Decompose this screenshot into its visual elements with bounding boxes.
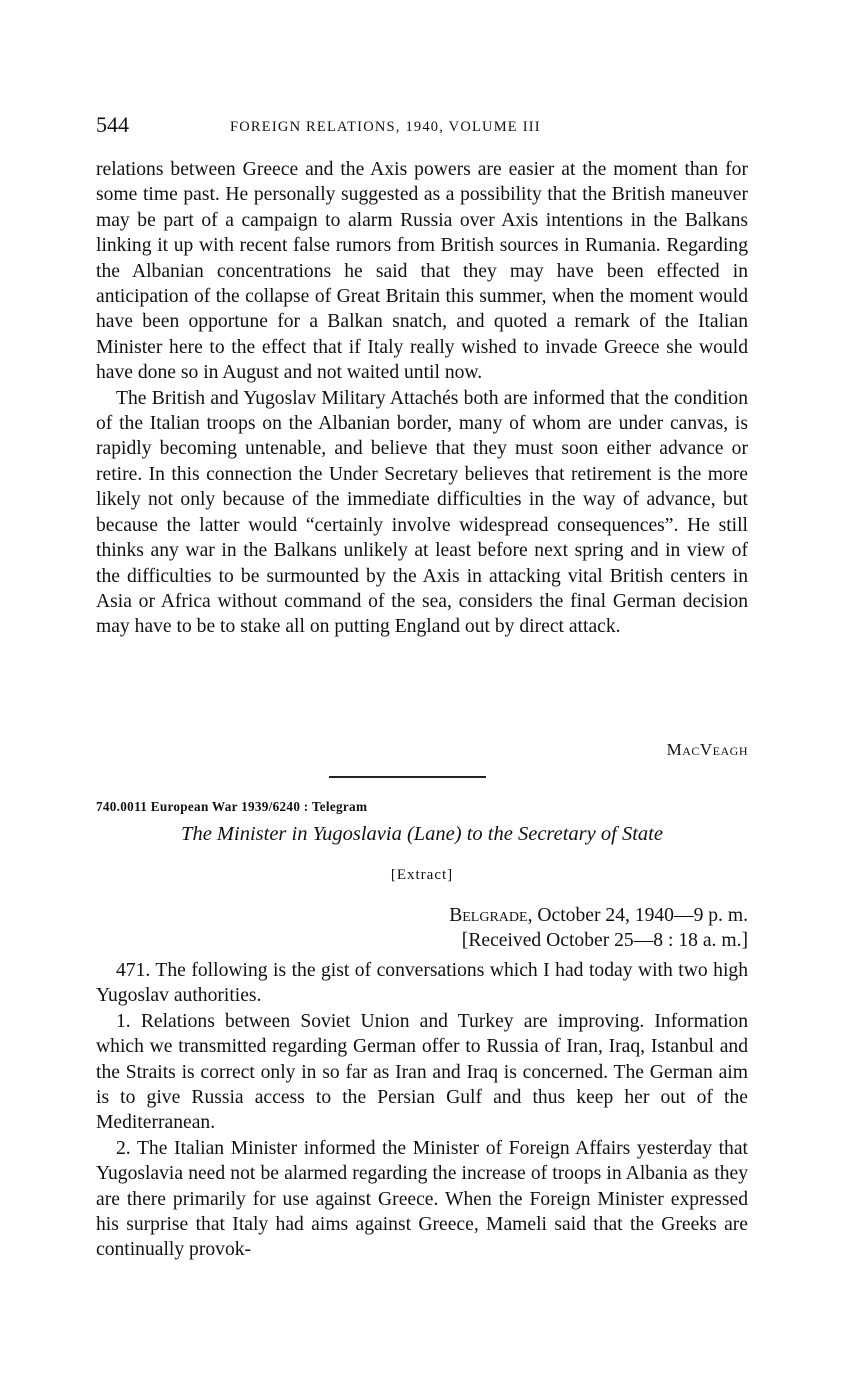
despatch-continuation [96,157,748,640]
dateline-received: [Received October 25—8 : 18 a. m.] [461,930,748,952]
telegram-body [96,958,748,1263]
running-head [96,112,748,142]
section-divider [329,776,486,778]
extract-label: [Extract] [390,867,454,883]
page-number: 544 [96,112,129,137]
paragraph: The British and Yugoslav Military Attachés both are informed that the condition of the Italian troops on the Albanian border, many of whom are under canvas, is rapidly becoming untenable, and believe that they must soon either advance or retire. In this connection the Under Secretary believes that retirement is the more likely not only because of the immediate difficulties in the way of advance, but because the latter would “certainly involve widespread consequences”. He still thinks any war in the Balkans unlikely at least before next spring and in view of the difficulties to be surmounted by the Axis in attacking vital British centers in Asia or Africa without command of the sea, considers the final German decision may have to be to stake all on putting England out by direct attack. [96,387,748,638]
paragraph: 471. The following is the gist of conversations which I had today with two high Yugoslav authorities. [96,960,748,1007]
running-title: FOREIGN RELATIONS, 1940, VOLUME III [230,119,541,135]
signature: MacVeagh [666,740,748,759]
paragraph: 1. Relations between Soviet Union and Turkey are improving. Information which we transmitted regarding German offer to Russia of Iran, Iraq, Istanbul and the Straits is correct only in so far as Iran and Iraq is concerned. The German aim is to give Russia access to the Persian Gulf and thus keep her out of the Mediterranean. [96,1010,748,1134]
paragraph: 2. The Italian Minister informed the Minister of Foreign Affairs yesterday that Yugoslavia need not be alarmed regarding the increase of troops in Albania as they are there primarily for use against Greece. When the Foreign Minister expressed his surprise that Italy had aims against Greece, Mameli said that the Greeks are continually provok- [96,1137,748,1261]
dateline-place: Belgrade [449,905,528,926]
paragraph: relations between Greece and the Axis powers are easier at the moment than for some time past. He personally suggested as a possibility that the British maneuver may be part of a campaign to alarm Russia over Axis intentions in the Balkans linking it up with recent false rumors from British sources in Rumania. Regarding the Albanian concentrations he said that they may have been effected in anticipation of the collapse of Great Britain this summer, when the moment would have been opportune for a Balkan snatch, and quoted a remark of the Italian Minister here to the effect that if Italy really wished to invade Greece she would have done so in August and not waited until now. [96,159,748,384]
document-title: The Minister in Yugoslavia (Lane) to the Secretary of State [181,823,663,845]
dateline [449,903,748,954]
file-reference: 740.0011 European War 1939/6240 : Telegram [96,799,368,814]
dateline-sent [449,903,748,928]
dateline-date: , October 24, 1940—9 p. m. [527,905,748,926]
